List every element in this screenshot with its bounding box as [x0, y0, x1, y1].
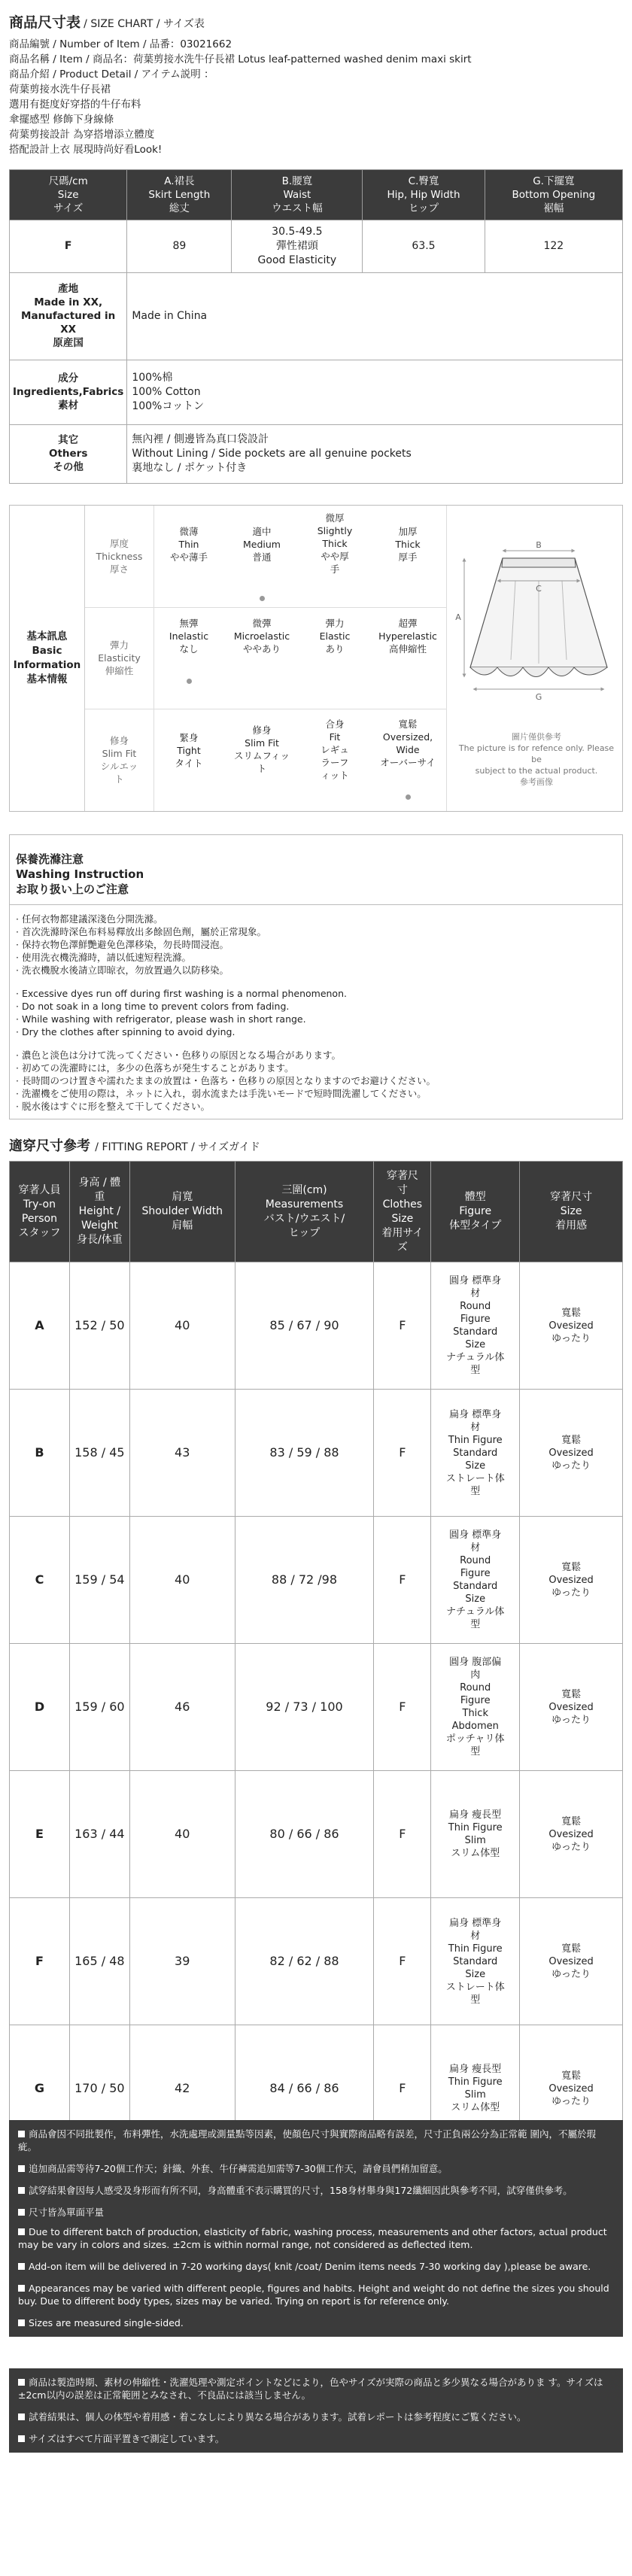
feel-cell: 寬鬆 Ovesized ゆったり [520, 2025, 623, 2152]
size-cell: F [374, 1262, 431, 1390]
origin-value: Made in China [127, 272, 623, 360]
fitting-subtitle: / FITTING REPORT / サイズガイド [95, 1141, 260, 1153]
shoulder-cell: 40 [129, 1262, 235, 1390]
fitting-row-f [10, 1898, 623, 2025]
bullet-square-icon [18, 2165, 25, 2172]
figure-cell: 扁身 瘦長型 Thin Figure Slim スリム体型 [431, 2025, 520, 2152]
wash-jp-line: · 長時間のつけ置きや濡れたままの放置は・色落ち・色移りの原因となりますのでお避けください。 [16, 1074, 436, 1086]
notes-jp-block [9, 2368, 623, 2453]
wash-jp-line: · 初めての洗濯時には，多少の色落ちが発生することがあります。 [16, 1062, 294, 1074]
waist-value: 30.5-49.5 彈性裙頭 Good Elasticity [232, 220, 363, 272]
height-weight-cell: 158 / 45 [69, 1390, 129, 1517]
shoulder-width-header: 肩寬 Shoulder Width 肩幅 [129, 1162, 235, 1262]
height-weight-cell: 163 / 44 [69, 1771, 129, 1898]
feel-cell: 寬鬆 Ovesized ゆったり [520, 1898, 623, 2025]
feel-cell: 寬鬆 Ovesized ゆったり [520, 1262, 623, 1390]
elasticity-option-inelastic: 無彈 Inelastic なし [169, 617, 209, 655]
person-cell: B [10, 1390, 70, 1517]
other-value: 無內裡 / 側邊皆為真口袋設計 Without Lining / Side pockets are all genuine pockets 裏地なし / ポケット付き [127, 424, 623, 483]
bullet-square-icon [18, 2379, 25, 2386]
other-row [10, 424, 623, 483]
thickness-selected-dot [260, 596, 265, 601]
skirt-length-value: 89 [127, 220, 232, 272]
label-b: B [536, 539, 542, 550]
wash-jp-line: · 濃色と淡色は分けて洗ってください・色移りの原因となる場合があります。 [16, 1049, 341, 1061]
try-on-person-header: 穿著人員 Try-on Person スタッフ [10, 1162, 70, 1262]
note-line: Appearances may be varied with different people, figures and habits. Height and weight do not define the sizes you should buy. Due to different body types, sizes may be varied. Trying on report is for reference only. [18, 2283, 609, 2307]
size-cell: F [374, 1771, 431, 1898]
shoulder-cell: 40 [129, 1771, 235, 1898]
bottom-opening-header: G.下擺寬 Bottom Opening 裾幅 [485, 169, 622, 220]
measurements-cell: 85 / 67 / 90 [235, 1262, 374, 1390]
size-table [9, 169, 623, 484]
fit-label: 修身 Slim Fit シルエッ ト [85, 709, 154, 811]
elasticity-selected-dot [187, 679, 192, 684]
note-line: 商品會因不同批製作，布料彈性，水洗處理或測量點等因素，使顏色尺寸與實際商品略有誤差，尺寸正負兩公分為正常範 圍內，不屬於瑕疵。 [18, 2128, 596, 2152]
label-a: A [455, 612, 461, 622]
height-weight-cell: 170 / 50 [69, 2025, 129, 2152]
fitting-row-b [10, 1390, 623, 1517]
height-weight-cell: 165 / 48 [69, 1898, 129, 2025]
hip-header: C.臀寬 Hip, Hip Width ヒップ [363, 169, 485, 220]
fitting-row-d [10, 1644, 623, 1771]
info-detail-line: 搭配設計上衣 展現時尚好看Look! [9, 143, 163, 156]
material-label: 成分 Ingredients,Fabrics 素材 [10, 360, 127, 424]
size-cell: F [374, 1898, 431, 2025]
origin-label: 產地 Made in XX, Manufactured in XX 原産国 [10, 272, 127, 360]
height-weight-header: 身高 / 體 重 Height / Weight 身長/体重 [69, 1162, 129, 1262]
size-cell: F [374, 1517, 431, 1644]
size-chart-title: 商品尺寸表 [9, 14, 81, 31]
note-line: 商品は製造時期、素材の伸縮性・洗濯処理や測定ポイントなどにより，色やサイズが実際の商品と多少異なる場合がありま す。サイズは±2cm以内の誤差は正常範囲とみなされ、不良品には該当しません。 [18, 2377, 603, 2401]
person-cell: A [10, 1262, 70, 1390]
measurements-cell: 84 / 66 / 86 [235, 2025, 374, 2152]
fitting-row-c [10, 1517, 623, 1644]
basic-info-header: 基本訊息 Basic Information 基本情報 [10, 506, 85, 811]
elasticity-option-elastic: 彈力 Elastic あり [319, 617, 351, 655]
wash-en-line: · Do not soak in a long time to prevent colors from fading. [16, 1000, 290, 1012]
skirt-diagram [448, 506, 622, 811]
note-line: 試穿結果會因每人感受及身形而有所不同，身高體重不表示購買的尺寸，158身材舉身與172纖細因此與參考不同，試穿僅供參考。 [18, 2184, 614, 2197]
note-line: 追加商品需等待7-20個工作天；針織、外套、牛仔褲需追加需等7-30個工作天，請會員們稍加留意。 [18, 2162, 614, 2175]
wash-en-line: · While washing with refrigerator, please wash in short range. [16, 1013, 306, 1025]
wash-jp-line: · 脱水後はすぐに形を整えて干してください。 [16, 1100, 210, 1112]
feel-cell: 寬鬆 Ovesized ゆったり [520, 1517, 623, 1644]
info-detail-line: 荷葉剪接設計 為穿搭增添立體度 [9, 128, 155, 141]
height-weight-cell: 159 / 60 [69, 1644, 129, 1771]
material-value: 100%棉 100% Cotton 100%コットン [127, 360, 623, 424]
size-header: 尺碼/cm Size サイズ [10, 169, 127, 220]
skirt-length-header: A.裙長 Skirt Length 総丈 [127, 169, 232, 220]
fitting-row-a [10, 1262, 623, 1390]
person-cell: G [10, 2025, 70, 2152]
wash-cn-line: · 使用洗衣機洗滌時，請以低速短程洗滌。 [16, 951, 191, 963]
info-item-name: 商品名稱 / Item / 商品名：荷葉剪接水洗牛仔長裙 Lotus leaf-patterned washed denim maxi skirt [9, 53, 472, 65]
origin-row [10, 272, 623, 360]
feel-cell: 寬鬆 Ovesized ゆったり [520, 1390, 623, 1517]
label-c: C [536, 583, 542, 594]
wash-en-line: · Excessive dyes run off during first washing is a normal phenomenon. [16, 987, 347, 999]
info-item-number: 商品編號 / Number of Item / 品番：03021662 [9, 38, 232, 50]
washing-header: 保養洗滌注意 Washing Instruction お取り扱い上のご注意 [10, 835, 622, 905]
size-table-header [10, 169, 623, 220]
fitting-table-header [10, 1162, 623, 1262]
size-feel-header: 穿著尺寸 Size 着用感 [520, 1162, 623, 1262]
size-cell: F [374, 1390, 431, 1517]
note-line: Due to different batch of production, elasticity of fabric, washing process, measurements and other factors, actual product may be vary in colors and sizes. ±2cm is within normal range, not considered as deflected item. [18, 2226, 607, 2250]
bottom-opening-value: 122 [485, 220, 622, 272]
measurements-cell: 82 / 62 / 88 [235, 1898, 374, 2025]
figure-cell: 扁身 瘦長型 Thin Figure Slim スリム体型 [431, 1771, 520, 1898]
thickness-option-slightly-thick: 微厚 Slightly Thick やや厚 手 [317, 512, 353, 575]
shoulder-cell: 43 [129, 1390, 235, 1517]
label-g: G [535, 691, 542, 702]
thickness-option-thin: 微薄 Thin やや薄手 [169, 525, 208, 563]
wash-cn-line: · 保持衣物色澤鮮艷避免色澤移染，勿長時間浸泡。 [16, 938, 229, 950]
wash-cn-line: · 首次洗滌時深色布料易釋放出多餘固色劑，屬於正常現象。 [16, 925, 266, 937]
fitting-table [9, 1161, 623, 2152]
notes-en-block [9, 2218, 623, 2337]
shoulder-cell: 42 [129, 2025, 235, 2152]
note-line: サイズはすべて片面平置きで測定しています。 [18, 2432, 614, 2445]
thickness-option-medium: 適中 Medium 普通 [243, 525, 281, 563]
bullet-square-icon [18, 2435, 25, 2442]
elasticity-option-microelastic: 微彈 Microelastic ややあり [233, 617, 290, 655]
fit-option-slim: 修身 Slim Fit スリムフィッ ト [233, 724, 290, 774]
height-weight-cell: 152 / 50 [69, 1262, 129, 1390]
fit-option-fit: 合身 Fit レギュ ラーフ ィット [321, 718, 349, 781]
thickness-label: 厚度 Thickness 厚さ [85, 506, 154, 607]
divider [446, 506, 447, 811]
feel-cell: 寬鬆 Ovesized ゆったり [520, 1771, 623, 1898]
bullet-square-icon [18, 2285, 25, 2292]
washing-instruction-panel [9, 834, 623, 1119]
note-line: 尺寸皆為單面平量 [18, 2206, 614, 2219]
material-row [10, 360, 623, 424]
bullet-square-icon [18, 2209, 25, 2216]
feel-cell: 寬鬆 Ovesized ゆったり [520, 1644, 623, 1771]
info-detail-line: 傘擺感型 修飾下身線條 [9, 113, 114, 126]
skirt-illustration [448, 506, 622, 731]
bullet-square-icon [18, 2263, 25, 2270]
info-detail-line: 荷葉剪接水洗牛仔長裙 [9, 83, 111, 96]
height-weight-cell: 159 / 54 [69, 1517, 129, 1644]
bullet-square-icon [18, 2413, 25, 2420]
elasticity-label: 彈力 Elasticity 伸縮性 [85, 607, 154, 709]
info-detail-line: 選用有挺度好穿搭的牛仔布料 [9, 98, 141, 111]
size-row-f [10, 220, 623, 272]
shoulder-cell: 39 [129, 1898, 235, 2025]
wash-cn-line: · 洗衣機脫水後請立即晾衣，勿放置過久以防移染。 [16, 964, 229, 976]
notes-cn-block [9, 2120, 623, 2226]
figure-header: 體型 Figure 体型タイプ [431, 1162, 520, 1262]
fit-selected-dot [406, 794, 411, 800]
wash-jp-line: · 洗濯機をご使用の際は，ネットに入れ，弱水流または手洗いモードで短時間洗濯してください。 [16, 1087, 427, 1099]
fitting-title: 適穿尺寸參考 [9, 1138, 90, 1154]
washing-body [10, 905, 622, 1119]
bullet-square-icon [18, 2131, 25, 2137]
size-chart-subtitle: / SIZE CHART / サイズ表 [84, 18, 205, 30]
measurements-cell: 80 / 66 / 86 [235, 1771, 374, 1898]
shoulder-cell: 40 [129, 1517, 235, 1644]
bullet-square-icon [18, 2187, 25, 2194]
measurements-cell: 83 / 59 / 88 [235, 1390, 374, 1517]
figure-cell: 扁身 標準身 材 Thin Figure Standard Size ストレート体 型 [431, 1898, 520, 2025]
size-chart-header [0, 0, 632, 37]
person-cell: C [10, 1517, 70, 1644]
person-cell: E [10, 1771, 70, 1898]
clothes-size-header: 穿著尺 寸 Clothes Size 着用サイ ズ [374, 1162, 431, 1262]
diagram-note: 圖片僅供參考 The picture is for refence only. Please be subject to the actual product. 參考画像 [458, 731, 615, 787]
size-cell: F [374, 2025, 431, 2152]
bullet-square-icon [18, 2319, 25, 2326]
fit-option-oversized: 寬鬆 Oversized, Wide オーバーサイ [380, 718, 436, 768]
bullet-square-icon [18, 2228, 25, 2235]
thickness-option-thick: 加厚 Thick 厚手 [395, 525, 421, 563]
hip-value: 63.5 [363, 220, 485, 272]
elasticity-option-hyperelastic: 超彈 Hyperelastic 高伸縮性 [378, 617, 437, 655]
fitting-report-header [0, 1119, 632, 1161]
size-cell: F [374, 1644, 431, 1771]
waist-header: B.腰寬 Waist ウエスト幅 [232, 169, 363, 220]
fit-option-tight: 緊身 Tight タイト [175, 731, 203, 769]
measurements-cell: 92 / 73 / 100 [235, 1644, 374, 1771]
note-line: 試着結果は、個人の体型や着用感・着こなしにより異なる場合があります。試着レポートは参考程度にご覧ください。 [18, 2410, 614, 2423]
info-detail-label: 商品介紹 / Product Detail / アイテム説明 ： [9, 68, 214, 80]
wash-en-line: · Dry the clothes after spinning to avoid dying. [16, 1025, 235, 1037]
shoulder-cell: 46 [129, 1644, 235, 1771]
note-line: Sizes are measured single-sided. [18, 2316, 614, 2329]
other-label: 其它 Others その他 [10, 424, 127, 483]
figure-cell: 扁身 標準身 材 Thin Figure Standard Size ストレート体 型 [431, 1390, 520, 1517]
product-info [0, 37, 632, 163]
wash-cn-line: · 任何衣物都建議深淺色分開洗滌。 [16, 913, 163, 925]
fitting-row-e [10, 1771, 623, 1898]
note-line: Add-on item will be delivered in 7-20 working days( knit /coat/ Denim items needs 7-30 working day ),please be aware. [18, 2260, 614, 2273]
figure-cell: 圓身 標準身 材 Round Figure Standard Size ナチュラル体 型 [431, 1262, 520, 1390]
figure-cell: 圓身 標準身 材 Round Figure Standard Size ナチュラル体 型 [431, 1517, 520, 1644]
person-cell: F [10, 1898, 70, 2025]
basic-info-panel [9, 505, 623, 812]
figure-cell: 圓身 腹部偏 肉 Round Figure Thick Abdomen ポッチャリ体 型 [431, 1644, 520, 1771]
size-value: F [10, 220, 127, 272]
measurements-header: 三圍(cm) Measurements バスト/ウエスト/ ヒップ [235, 1162, 374, 1262]
measurements-cell: 88 / 72 /98 [235, 1517, 374, 1644]
person-cell: D [10, 1644, 70, 1771]
